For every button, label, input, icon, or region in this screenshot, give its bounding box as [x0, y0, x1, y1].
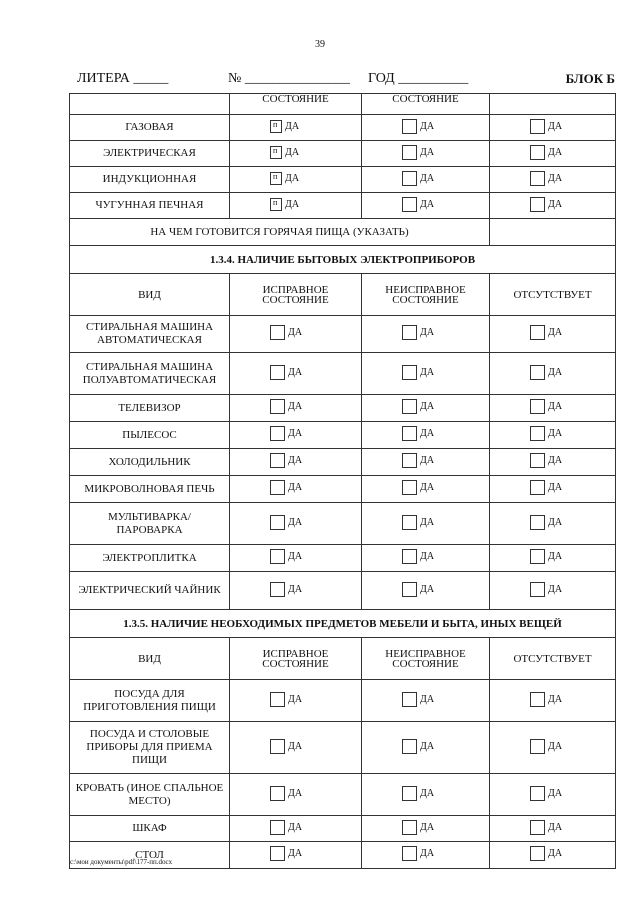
checkbox-label: ДА — [420, 551, 435, 562]
checkbox-cell — [230, 115, 362, 141]
checkbox-cell — [490, 449, 616, 476]
checkbox-label: ДА — [285, 172, 300, 184]
checkbox-option[interactable] — [270, 120, 299, 133]
checkbox-option[interactable] — [402, 119, 434, 134]
checkbox-option[interactable] — [402, 197, 434, 212]
checkbox-label: ДА — [548, 821, 563, 833]
checkbox-option[interactable] — [402, 739, 434, 754]
checkbox-cell — [490, 353, 616, 395]
page-number: 39 — [315, 39, 325, 50]
checkbox-cell — [490, 572, 616, 610]
checkbox[interactable] — [530, 197, 545, 212]
checkbox-cell — [362, 476, 490, 503]
checkbox[interactable] — [530, 171, 545, 186]
checkbox-label: ДА — [288, 428, 303, 439]
checkbox-label: ДА — [285, 146, 300, 158]
checkbox-cell — [490, 167, 616, 193]
checkbox[interactable] — [530, 145, 545, 160]
checkbox-label: ДА — [548, 401, 563, 412]
item-label: СТИРАЛЬНАЯ МАШИНА ПОЛУАВТОМАТИЧЕСКАЯ — [70, 353, 230, 395]
status-header-cell: СОСТОЯНИЕ — [362, 94, 490, 115]
checkbox[interactable] — [270, 480, 285, 495]
checkbox-label: ДА — [548, 327, 563, 338]
checkbox-cell — [362, 141, 490, 167]
checkbox-option[interactable] — [270, 172, 299, 185]
checkbox-option[interactable] — [270, 365, 302, 380]
checkbox-cell — [362, 167, 490, 193]
checkbox-option[interactable] — [270, 453, 302, 468]
checkbox-cell — [362, 353, 490, 395]
item-row — [70, 680, 616, 722]
checkbox[interactable] — [530, 480, 545, 495]
checkbox-cell — [230, 842, 362, 869]
checkbox[interactable] — [270, 549, 285, 564]
item-row — [70, 395, 616, 422]
checkbox-option[interactable] — [402, 171, 434, 186]
checkbox-option[interactable] — [402, 145, 434, 160]
checkbox-option[interactable] — [530, 145, 562, 160]
item-label: ЭЛЕКТРИЧЕСКИЙ ЧАЙНИК — [70, 572, 230, 610]
checkbox-cell — [230, 816, 362, 842]
checkbox-cell — [362, 816, 490, 842]
checkbox-label: ДА — [548, 848, 563, 859]
stove-row — [70, 193, 616, 219]
checkbox-option[interactable] — [402, 453, 434, 468]
checkbox[interactable] — [270, 515, 285, 530]
checkbox-cell — [490, 422, 616, 449]
checkbox-label: ДА — [420, 516, 435, 528]
checkbox-option[interactable] — [402, 846, 434, 861]
checkbox-cell — [490, 115, 616, 141]
checkbox-label: ДА — [420, 120, 435, 132]
checkbox-label: ДА — [288, 583, 303, 595]
checkbox-label: ДА — [288, 366, 303, 378]
checkbox-cell — [230, 316, 362, 353]
hot-food-row — [70, 219, 616, 246]
checkbox[interactable] — [270, 582, 285, 597]
block-label: БЛОК Б — [565, 71, 615, 86]
checkbox-cell — [230, 395, 362, 422]
checkbox[interactable] — [530, 426, 545, 441]
column-header: ИСПРАВНОЕ СОСТОЯНИЕ — [230, 274, 362, 316]
checkbox[interactable] — [402, 549, 417, 564]
checkbox-label: ДА — [420, 482, 435, 493]
checkbox-option[interactable] — [402, 582, 434, 597]
item-row — [70, 572, 616, 610]
checkbox[interactable] — [530, 399, 545, 414]
checkbox[interactable] — [270, 365, 285, 380]
checkbox-label: ДА — [420, 848, 435, 859]
checkbox-cell — [362, 503, 490, 545]
checkbox-option[interactable] — [530, 515, 562, 530]
form-header — [77, 71, 615, 87]
item-label: СТИРАЛЬНАЯ МАШИНА АВТОМАТИЧЕСКАЯ — [70, 316, 230, 353]
checkbox-option[interactable] — [270, 739, 302, 754]
checkbox-option[interactable] — [530, 119, 562, 134]
status-header-cell — [490, 94, 616, 115]
checkbox-cell — [490, 395, 616, 422]
number-field[interactable]: № _______________ — [228, 71, 350, 86]
checkbox-cell — [490, 316, 616, 353]
checkbox-cell — [230, 572, 362, 610]
checkbox-option[interactable] — [530, 399, 562, 414]
checkbox-option[interactable] — [530, 365, 562, 380]
checkbox[interactable] — [402, 582, 417, 597]
checkbox-option[interactable] — [402, 325, 434, 340]
checkbox-label: ДА — [285, 198, 300, 210]
item-label: ШКАФ — [70, 816, 230, 842]
checkbox-option[interactable] — [402, 692, 434, 707]
item-label: КРОВАТЬ (ИНОЕ СПАЛЬНОЕ МЕСТО) — [70, 774, 230, 816]
checkbox-option[interactable] — [402, 549, 434, 564]
checkbox-label: ДА — [420, 198, 435, 210]
checkbox-cell — [362, 316, 490, 353]
checkbox-option[interactable] — [530, 549, 562, 564]
checkbox-label: ДА — [420, 821, 435, 833]
checkbox-option[interactable] — [530, 171, 562, 186]
checkbox-cell — [490, 842, 616, 869]
checkbox-option[interactable] — [270, 480, 302, 495]
checkbox-label: ДА — [548, 455, 563, 466]
checkbox[interactable] — [530, 515, 545, 530]
checkbox-option[interactable] — [402, 426, 434, 441]
checkbox-option[interactable] — [530, 692, 562, 707]
item-row — [70, 422, 616, 449]
checkbox-option[interactable] — [270, 198, 299, 211]
item-label: ПОСУДА ДЛЯ ПРИГОТОВЛЕНИЯ ПИЩИ — [70, 680, 230, 722]
checkbox-option[interactable] — [270, 515, 302, 530]
section-title-row — [70, 610, 616, 638]
checkbox-label: ДА — [548, 740, 563, 752]
checkbox-label: ДА — [420, 740, 435, 752]
checkbox-label: ДА — [420, 366, 435, 378]
checkbox-option[interactable] — [530, 197, 562, 212]
checkbox-cell — [362, 680, 490, 722]
checkbox-cell — [230, 545, 362, 572]
checkbox[interactable] — [530, 739, 545, 754]
checkbox[interactable] — [402, 846, 417, 861]
checkbox-label: ДА — [288, 787, 303, 799]
item-row — [70, 449, 616, 476]
checkbox-label: ДА — [420, 146, 435, 158]
checkbox-label: ДА — [548, 583, 563, 595]
checkbox[interactable] — [270, 692, 285, 707]
checkbox-label: ДА — [548, 787, 563, 799]
column-header: ВИД — [70, 638, 230, 680]
section-1-3-4-title: 1.3.4. НАЛИЧИЕ БЫТОВЫХ ЭЛЕКТРОПРИБОРОВ — [70, 246, 616, 274]
status-header-cell: СОСТОЯНИЕ — [230, 94, 362, 115]
checkbox-label: ДА — [548, 482, 563, 493]
checkbox-option[interactable] — [530, 325, 562, 340]
checkbox-cell — [490, 722, 616, 774]
checkbox-cell — [230, 193, 362, 219]
checkbox-label: ДА — [288, 516, 303, 528]
stove-type-label: ГАЗОВАЯ — [70, 115, 230, 141]
checkbox-label: ДА — [548, 146, 563, 158]
item-label: МУЛЬТИВАРКА/ ПАРОВАРКА — [70, 503, 230, 545]
checkbox-cell — [490, 774, 616, 816]
column-header: НЕИСПРАВНОЕ СОСТОЯНИЕ — [362, 638, 490, 680]
checkbox-label: ДА — [288, 693, 303, 705]
item-label: ПОСУДА И СТОЛОВЫЕ ПРИБОРЫ ДЛЯ ПРИЕМА ПИЩИ — [70, 722, 230, 774]
checkbox-cell — [230, 449, 362, 476]
checkbox-option[interactable] — [270, 692, 302, 707]
checkbox[interactable] — [530, 820, 545, 835]
checkbox[interactable] — [530, 692, 545, 707]
checkbox[interactable] — [270, 786, 285, 801]
checkbox[interactable] — [270, 172, 282, 185]
checkbox-cell — [362, 422, 490, 449]
year-field[interactable]: ГОД __________ — [368, 71, 469, 86]
checkbox-cell — [490, 545, 616, 572]
checkbox-label: ДА — [288, 401, 303, 412]
column-header: ОТСУТСТВУЕТ — [490, 638, 616, 680]
checkbox-option[interactable] — [270, 325, 302, 340]
checkbox[interactable] — [402, 480, 417, 495]
item-label: ХОЛОДИЛЬНИК — [70, 449, 230, 476]
checkbox-option[interactable] — [402, 480, 434, 495]
checkbox-option[interactable] — [270, 846, 302, 861]
checkbox-option[interactable] — [402, 515, 434, 530]
checkbox[interactable] — [402, 426, 417, 441]
checkbox-cell — [230, 167, 362, 193]
checkbox-label: ДА — [288, 551, 303, 562]
checkbox[interactable] — [530, 846, 545, 861]
item-row — [70, 353, 616, 395]
checkbox-cell — [362, 722, 490, 774]
checkbox-label: ДА — [548, 366, 563, 378]
checkbox[interactable] — [530, 786, 545, 801]
item-row — [70, 816, 616, 842]
checkbox-cell — [490, 680, 616, 722]
checkbox-option[interactable] — [402, 399, 434, 414]
item-row — [70, 316, 616, 353]
status-header-row — [70, 94, 616, 115]
checkbox-cell — [230, 141, 362, 167]
checkbox-option[interactable] — [530, 820, 562, 835]
checkbox-cell — [362, 115, 490, 141]
item-label: ТЕЛЕВИЗОР — [70, 395, 230, 422]
checkbox[interactable] — [402, 197, 417, 212]
item-label: СТОЛ — [70, 842, 230, 869]
item-label: ЭЛЕКТРОПЛИТКА — [70, 545, 230, 572]
checkbox-cell — [362, 193, 490, 219]
hot-food-question: НА ЧЕМ ГОТОВИТСЯ ГОРЯЧАЯ ПИЩА (УКАЗАТЬ) — [70, 219, 490, 246]
checkbox[interactable] — [270, 146, 282, 159]
status-header-cell — [70, 94, 230, 115]
stove-type-label: ИНДУКЦИОННАЯ — [70, 167, 230, 193]
item-row — [70, 503, 616, 545]
checkbox-option[interactable] — [530, 453, 562, 468]
stove-type-label: ЭЛЕКТРИЧЕСКАЯ — [70, 141, 230, 167]
checkbox-option[interactable] — [270, 582, 302, 597]
checkbox-option[interactable] — [402, 786, 434, 801]
stove-row — [70, 167, 616, 193]
checkbox-option[interactable] — [530, 739, 562, 754]
column-header: ВИД — [70, 274, 230, 316]
checkbox[interactable] — [402, 786, 417, 801]
checkbox-option[interactable] — [270, 426, 302, 441]
checkbox-cell — [230, 422, 362, 449]
checkbox-label: ДА — [420, 693, 435, 705]
checkbox-label: ДА — [548, 693, 563, 705]
stove-type-label: ЧУГУННАЯ ПЕЧНАЯ — [70, 193, 230, 219]
checkbox-label: ДА — [548, 551, 563, 562]
checkbox-cell — [362, 449, 490, 476]
checkbox-option[interactable] — [270, 820, 302, 835]
item-row — [70, 722, 616, 774]
checkbox-label: ДА — [420, 327, 435, 338]
column-header-row — [70, 274, 616, 316]
checkbox[interactable] — [530, 119, 545, 134]
checkbox-label: ДА — [420, 583, 435, 595]
checkbox-option[interactable] — [402, 365, 434, 380]
checkbox[interactable] — [402, 692, 417, 707]
checkbox[interactable] — [402, 145, 417, 160]
checkbox[interactable] — [530, 325, 545, 340]
section-1-3-5-title: 1.3.5. НАЛИЧИЕ НЕОБХОДИМЫХ ПРЕДМЕТОВ МЕБЕЛИ И БЫТА, ИНЫХ ВЕЩЕЙ — [70, 610, 616, 638]
checkbox-cell — [230, 476, 362, 503]
checkbox-cell — [230, 353, 362, 395]
checkbox-label: ДА — [288, 482, 303, 493]
checkbox-cell — [490, 476, 616, 503]
checkbox-cell — [362, 842, 490, 869]
checkbox-label: ДА — [420, 455, 435, 466]
column-header: ОТСУТСТВУЕТ — [490, 274, 616, 316]
checkbox-option[interactable] — [270, 549, 302, 564]
checkbox-label: ДА — [420, 401, 435, 412]
checkbox[interactable] — [530, 453, 545, 468]
checkbox-option[interactable] — [270, 786, 302, 801]
checkbox[interactable] — [402, 739, 417, 754]
checkbox-label: ДА — [285, 120, 300, 132]
checkbox-cell — [362, 774, 490, 816]
item-label: ПЫЛЕСОС — [70, 422, 230, 449]
column-header: НЕИСПРАВНОЕ СОСТОЯНИЕ — [362, 274, 490, 316]
checkbox-cell — [490, 816, 616, 842]
checkbox[interactable] — [402, 453, 417, 468]
inspection-form-table — [69, 93, 616, 869]
checkbox-option[interactable] — [530, 846, 562, 861]
checkbox-option[interactable] — [402, 820, 434, 835]
checkbox-cell — [230, 722, 362, 774]
checkbox-cell — [230, 774, 362, 816]
checkbox-label: ДА — [548, 198, 563, 210]
stove-row — [70, 141, 616, 167]
checkbox[interactable] — [402, 325, 417, 340]
stove-row — [70, 115, 616, 141]
checkbox[interactable] — [270, 120, 282, 133]
checkbox-option[interactable] — [270, 146, 299, 159]
checkbox[interactable] — [270, 820, 285, 835]
checkbox[interactable] — [402, 365, 417, 380]
checkbox-cell — [230, 503, 362, 545]
section-title-row — [70, 246, 616, 274]
checkbox[interactable] — [530, 365, 545, 380]
checkbox[interactable] — [402, 171, 417, 186]
litera-field[interactable]: ЛИТЕРА _____ — [77, 71, 169, 86]
checkbox-label: ДА — [288, 821, 303, 833]
checkbox-option[interactable] — [530, 786, 562, 801]
item-row — [70, 774, 616, 816]
checkbox-cell — [362, 545, 490, 572]
checkbox-label: ДА — [420, 172, 435, 184]
checkbox-label: ДА — [288, 740, 303, 752]
checkbox-label: ДА — [420, 428, 435, 439]
checkbox[interactable] — [270, 325, 285, 340]
checkbox[interactable] — [402, 820, 417, 835]
checkbox[interactable] — [402, 399, 417, 414]
checkbox-cell — [362, 395, 490, 422]
column-header-row — [70, 638, 616, 680]
checkbox-label: ДА — [548, 172, 563, 184]
item-row — [70, 545, 616, 572]
checkbox-label: ДА — [288, 455, 303, 466]
checkbox-option[interactable] — [270, 399, 302, 414]
checkbox-cell — [490, 141, 616, 167]
checkbox-cell — [490, 193, 616, 219]
checkbox-option[interactable] — [530, 426, 562, 441]
checkbox-cell — [490, 503, 616, 545]
item-label: МИКРОВОЛНОВАЯ ПЕЧЬ — [70, 476, 230, 503]
checkbox-label: ДА — [548, 120, 563, 132]
checkbox[interactable] — [270, 739, 285, 754]
checkbox-label: ДА — [288, 848, 303, 859]
checkbox-label: ДА — [548, 516, 563, 528]
column-header: ИСПРАВНОЕ СОСТОЯНИЕ — [230, 638, 362, 680]
checkbox[interactable] — [270, 453, 285, 468]
item-row — [70, 476, 616, 503]
checkbox-label: ДА — [288, 327, 303, 338]
file-path-footer: c:\мои документы\pdf\177-пп.docx — [70, 858, 173, 866]
checkbox-option[interactable] — [530, 480, 562, 495]
checkbox[interactable] — [402, 119, 417, 134]
checkbox[interactable] — [530, 582, 545, 597]
checkbox-option[interactable] — [530, 582, 562, 597]
checkbox[interactable] — [270, 198, 282, 211]
checkbox[interactable] — [402, 515, 417, 530]
checkbox[interactable] — [270, 426, 285, 441]
checkbox[interactable] — [270, 399, 285, 414]
hot-food-answer-field[interactable] — [490, 219, 616, 246]
checkbox-cell — [362, 572, 490, 610]
checkbox-cell — [230, 680, 362, 722]
checkbox-label: ДА — [548, 428, 563, 439]
checkbox[interactable] — [530, 549, 545, 564]
checkbox-label: ДА — [420, 787, 435, 799]
checkbox[interactable] — [270, 846, 285, 861]
